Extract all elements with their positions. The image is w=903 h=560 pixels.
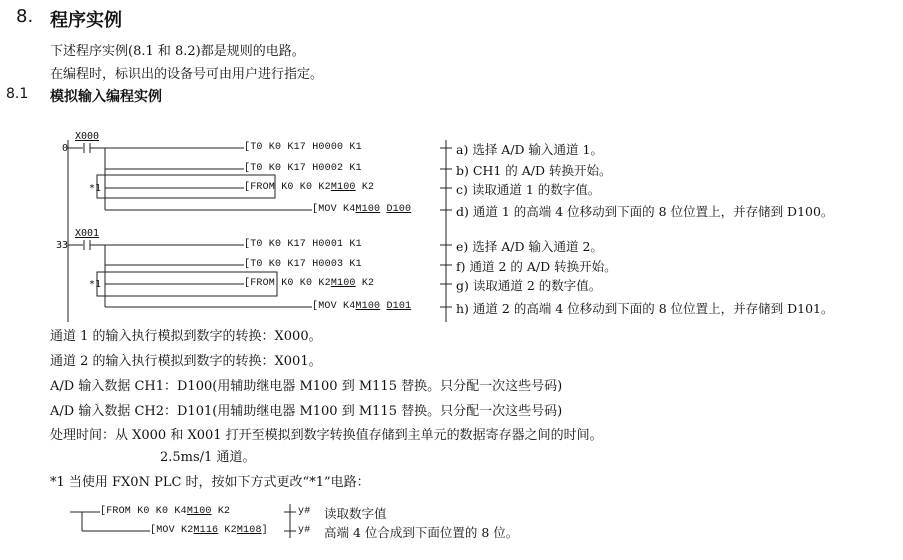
alt-label-2: y# bbox=[298, 525, 311, 536]
comment-c: c) 读取通道 1 的数字值。 bbox=[456, 182, 601, 197]
note-4: A/D 输入数据 CH2：D101(用辅助继电器 M100 到 M115 替换。只分配一次这些号码) bbox=[50, 404, 563, 419]
section-title: 程序实例 bbox=[50, 10, 122, 31]
alt-comment-2: 高端 4 位合成到下面位置的 8 位。 bbox=[324, 525, 519, 540]
instruction-f: [T0 K0 K17 H0003 K1 bbox=[244, 259, 362, 270]
footnote: *1 当使用 FX0N PLC 时，按如下方式更改“*1”电路： bbox=[50, 475, 370, 490]
instruction-a: [T0 K0 K17 H0000 K1 bbox=[244, 142, 362, 153]
contact-x000: X000 bbox=[75, 131, 100, 142]
alt-label-1: y# bbox=[298, 506, 311, 517]
intro-line-1: 下述程序实例(8.1 和 8.2)都是规则的电路。 bbox=[50, 44, 305, 59]
alt-instruction-1: [FROM K0 K0 K4M100 K2 bbox=[100, 506, 231, 517]
marker-1: *1 bbox=[89, 183, 102, 194]
comment-e: e) 选择 A/D 输入通道 2。 bbox=[456, 239, 603, 254]
comment-a: a) 选择 A/D 输入通道 1。 bbox=[456, 142, 603, 157]
instruction-c: [FROM K0 K0 K2M100 K2 bbox=[244, 182, 375, 193]
step-number-33: 33 bbox=[56, 240, 69, 251]
alt-instruction-2: [MOV K2M116 K2M108] bbox=[150, 525, 268, 536]
comment-d: d) 通道 1 的高端 4 位移动到下面的 8 位位置上，并存储到 D100。 bbox=[456, 204, 834, 219]
note-2: 通道 2 的输入执行模拟到数字的转换：X001。 bbox=[50, 354, 322, 369]
intro-line-2: 在编程时，标识出的设备号可由用户进行指定。 bbox=[50, 67, 324, 82]
contact-x001: X001 bbox=[75, 228, 100, 239]
note-6: 2.5ms/1 通道。 bbox=[160, 450, 256, 465]
comment-h: h) 通道 2 的高端 4 位移动到下面的 8 位位置上，并存储到 D101。 bbox=[456, 301, 834, 316]
instruction-h: [MOV K4M100 D101 bbox=[312, 301, 412, 312]
note-3: A/D 输入数据 CH1：D100(用辅助继电器 M100 到 M115 替换。只分配一次这些号码) bbox=[50, 379, 563, 394]
marker-2: *1 bbox=[89, 279, 102, 290]
comment-f: f) 通道 2 的 A/D 转换开始。 bbox=[456, 259, 617, 274]
alt-comment-1: 读取数字值 bbox=[324, 506, 387, 521]
instruction-d: [MOV K4M100 D100 bbox=[312, 204, 412, 215]
note-1: 通道 1 的输入执行模拟到数字的转换：X000。 bbox=[50, 329, 322, 344]
instruction-g: [FROM K0 K0 K2M100 K2 bbox=[244, 278, 375, 289]
comment-g: g) 读取通道 2 的数字值。 bbox=[456, 278, 602, 293]
subsection-number: 8.1 bbox=[6, 86, 29, 102]
instruction-e: [T0 K0 K17 H0001 K1 bbox=[244, 239, 362, 250]
section-number: 8. bbox=[16, 6, 34, 27]
subsection-title: 模拟输入编程实例 bbox=[50, 89, 162, 105]
note-5: 处理时间：从 X000 和 X001 打开至模拟到数字转换值存储到主单元的数据寄存器之间的时间。 bbox=[50, 428, 603, 443]
comment-b: b) CH1 的 A/D 转换开始。 bbox=[456, 163, 612, 178]
instruction-b: [T0 K0 K17 H0002 K1 bbox=[244, 163, 362, 174]
step-number-0: 0 bbox=[62, 143, 69, 154]
